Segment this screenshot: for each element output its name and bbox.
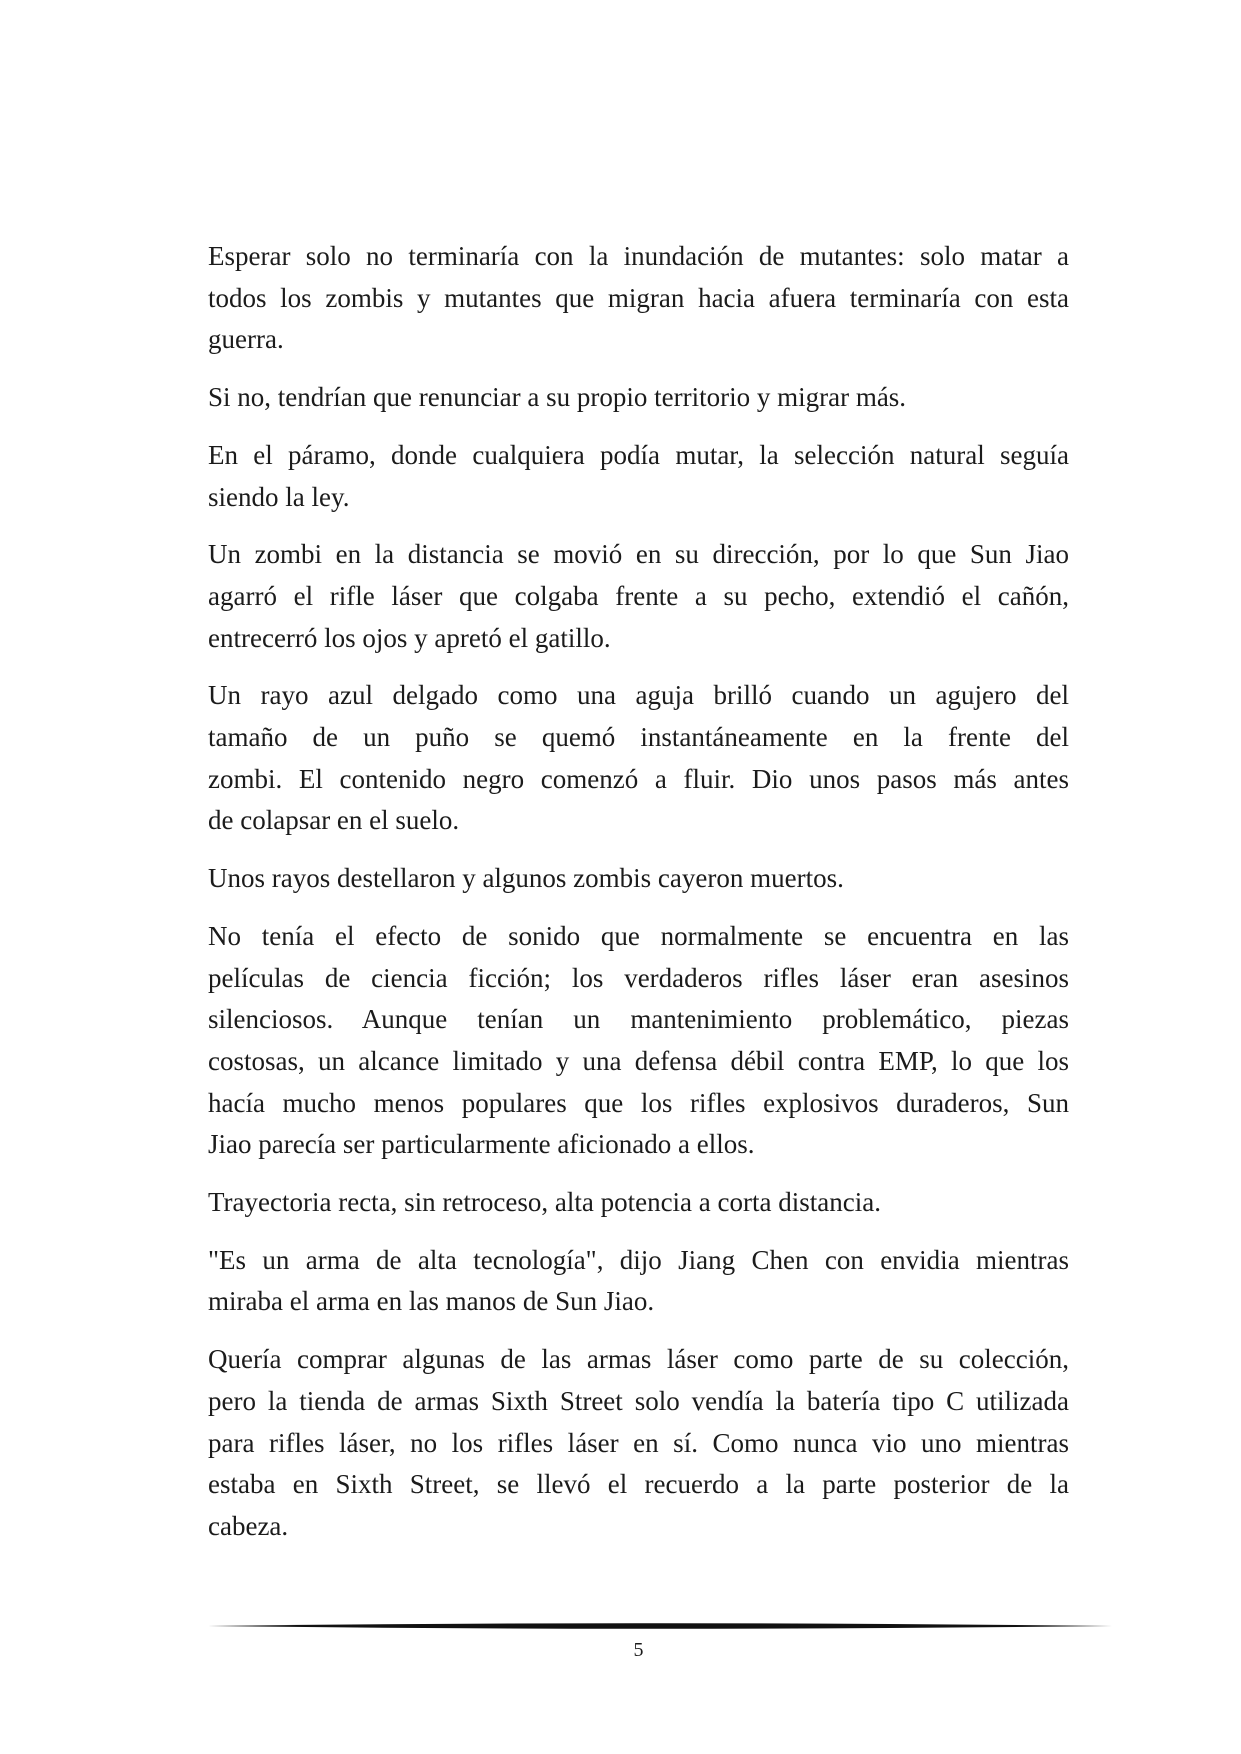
text-line: costosas, un alcance limitado y una defensa débil contra EMP, lo que los xyxy=(208,1045,1069,1076)
text-line: No tenía el efecto de sonido que normalmente se encuentra en las xyxy=(208,920,1069,951)
text-line: Un rayo azul delgado como una aguja brilló cuando un agujero del xyxy=(208,680,1069,711)
text-line: Esperar solo no terminaría con la inundación de mutantes: solo matar a xyxy=(208,241,1069,271)
text-line: Si no, tendrían que renunciar a su propio territorio y migrar más. xyxy=(208,382,907,413)
text-line: agarró el rifle láser que colgaba frente a su pecho, extendió el cañón, xyxy=(208,580,1069,611)
paragraph xyxy=(208,1339,1069,1548)
text-line: "Es un arma de alta tecnología", dijo Jiang Chen con envidia mientras xyxy=(208,1244,1069,1275)
text-line: Trayectoria recta, sin retroceso, alta potencia a corta distancia. xyxy=(208,1187,881,1218)
text-line: hacía mucho menos populares que los rifles explosivos duraderos, Sun xyxy=(208,1087,1069,1118)
text-line: miraba el arma en las manos de Sun Jiao. xyxy=(208,1286,655,1317)
text-line: entrecerró los ojos y apretó el gatillo. xyxy=(208,622,611,653)
paragraph xyxy=(208,675,1069,842)
text-line: estaba en Sixth Street, se llevó el recuerdo a la parte posterior de la xyxy=(208,1469,1069,1500)
text-line: Jiao parecía ser particularmente aficionado a ellos. xyxy=(208,1129,755,1160)
paragraph xyxy=(208,236,1069,361)
paragraph xyxy=(208,1182,1069,1224)
page-number: 5 xyxy=(633,1639,644,1661)
text-line: Unos rayos destellaron y algunos zombis cayeron muertos. xyxy=(208,863,844,894)
text-line: En el páramo, donde cualquiera podía mutar, la selección natural seguía xyxy=(208,439,1069,470)
footer-divider xyxy=(208,1620,1112,1632)
paragraph xyxy=(208,1240,1069,1323)
text-line: pero la tienda de armas Sixth Street solo vendía la batería tipo C utilizada xyxy=(208,1385,1069,1416)
text-line: cabeza. xyxy=(208,1510,289,1541)
text-line: guerra. xyxy=(208,324,284,355)
text-line: películas de ciencia ficción; los verdaderos rifles láser eran asesinos xyxy=(208,962,1069,993)
body-text xyxy=(208,236,1069,1564)
text-line: Un zombi en la distancia se movió en su dirección, por lo que Sun Jiao xyxy=(208,539,1069,570)
paragraph xyxy=(208,916,1069,1166)
text-line: zombi. El contenido negro comenzó a fluir. Dio unos pasos más antes xyxy=(208,763,1069,794)
text-line: tamaño de un puño se quemó instantáneamente en la frente del xyxy=(208,722,1069,753)
text-line: para rifles láser, no los rifles láser en sí. Como nunca vio uno mientras xyxy=(208,1427,1069,1458)
text-line: todos los zombis y mutantes que migran hacia afuera terminaría con esta xyxy=(208,282,1069,313)
text-line: de colapsar en el suelo. xyxy=(208,805,460,836)
text-line: siendo la ley. xyxy=(208,481,350,512)
paragraph xyxy=(208,377,1069,419)
text-line: silenciosos. Aunque tenían un mantenimiento problemático, piezas xyxy=(208,1004,1069,1035)
paragraph xyxy=(208,858,1069,900)
text-line: Quería comprar algunas de las armas láser como parte de su colección, xyxy=(208,1344,1069,1375)
paragraph xyxy=(208,534,1069,659)
paragraph xyxy=(208,435,1069,518)
